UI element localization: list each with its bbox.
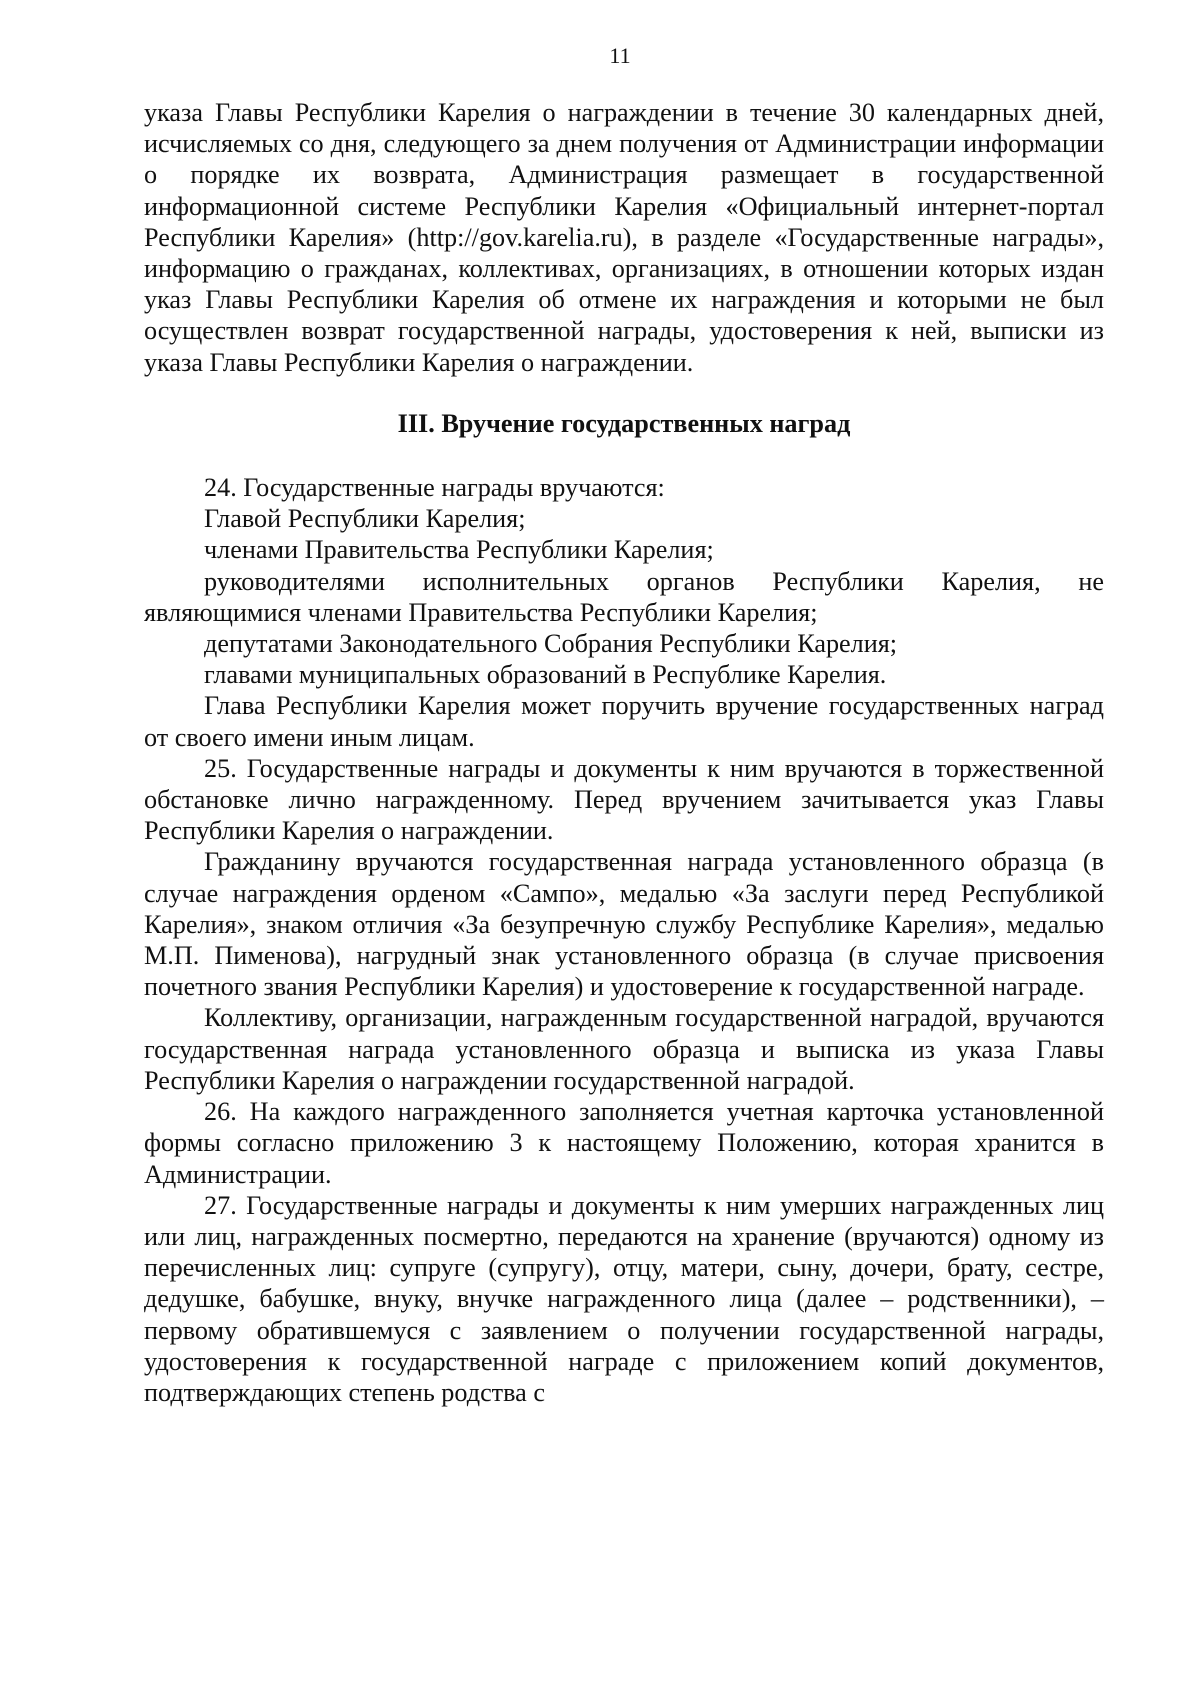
paragraph-24-intro: 24. Государственные награды вручаются: <box>204 473 665 503</box>
paragraph-27: 27. Государственные награды и документы к ним умерших награжденных лиц или лиц, награжденных посмертно, передаются на хранение (вручаются) одному из перечисленных лиц: супруге (супругу), отцу, матери, сыну, дочери, брату, сестре, дедушке, бабушке, внуку, внучке награжденного лица (далее – родственники), – первому обратившемуся с заявлением о получении государственной награды, удостоверения к государственной награде с приложением копий документов, подтверждающих степень родства с <box>144 1190 1104 1407</box>
paragraph-25: 25. Государственные награды и документы к ним вручаются в торжественной обстановке лично награжденному. Перед вручением зачитывается указ Главы Республики Карелия о награждении. <box>144 753 1104 846</box>
paragraph-collective-awards: Коллективу, организации, награжденным государственной наградой, вручаются государственная награда установленного образца и выписка из указа Главы Республики Карелия о награждении государственной наградой. <box>144 1003 1104 1095</box>
list-item-executive-heads: руководителями исполнительных органов Республики Карелия, не являющимися членами Правительства Республики Карелия; <box>144 566 1104 627</box>
page-number: 11 <box>609 43 631 68</box>
intro-paragraph: указа Главы Республики Карелия о награждении в течение 30 календарных дней, исчисляемых со дня, следующего за днем получения от Администрации информации о порядке их возврата, Администрация размещает в государственной информационной системе Республики Карелия «Официальный интернет-портал Республики Карелия» (http://gov.karelia.ru), в разделе «Государственные награды», информацию о гражданах, коллективах, организациях, в отношении которых издан указ Главы Республики Карелия об отмене их награждения и которыми не был осуществлен возврат государственной награды, удостоверения к ней, выписки из указа Главы Республики Карелия о награждении. <box>144 98 1104 377</box>
document-body <box>144 97 1104 1408</box>
paragraph-26: 26. На каждого награжденного заполняется учетная карточка установленной формы согласно приложению 3 к настоящему Положению, которая хранится в Администрации. <box>144 1097 1104 1189</box>
list-item-municipal-heads: главами муниципальных образований в Республике Карелия. <box>204 660 887 690</box>
list-item-government-members: членами Правительства Республики Карелия; <box>204 535 714 565</box>
paragraph-citizen-awards: Гражданину вручаются государственная награда установленного образца (в случае награждения орденом «Сампо», медалью «За заслуги перед Республикой Карелия», знаком отличия «За безупречную службу Республике Карелия», медалью М.П. Пименова), нагрудный знак установленного образца (в случае присвоения почетного звания Республики Карелия) и удостоверение к государственной награде. <box>144 847 1104 1002</box>
paragraph-delegation: Глава Республики Карелия может поручить вручение государственных наград от своего имени иным лицам. <box>144 691 1104 752</box>
list-item-deputies: депутатами Законодательного Собрания Республики Карелия; <box>204 629 898 659</box>
list-item-head-of-republic: Главой Республики Карелия; <box>204 504 526 534</box>
section-heading: III. Вручение государственных наград <box>397 408 851 438</box>
